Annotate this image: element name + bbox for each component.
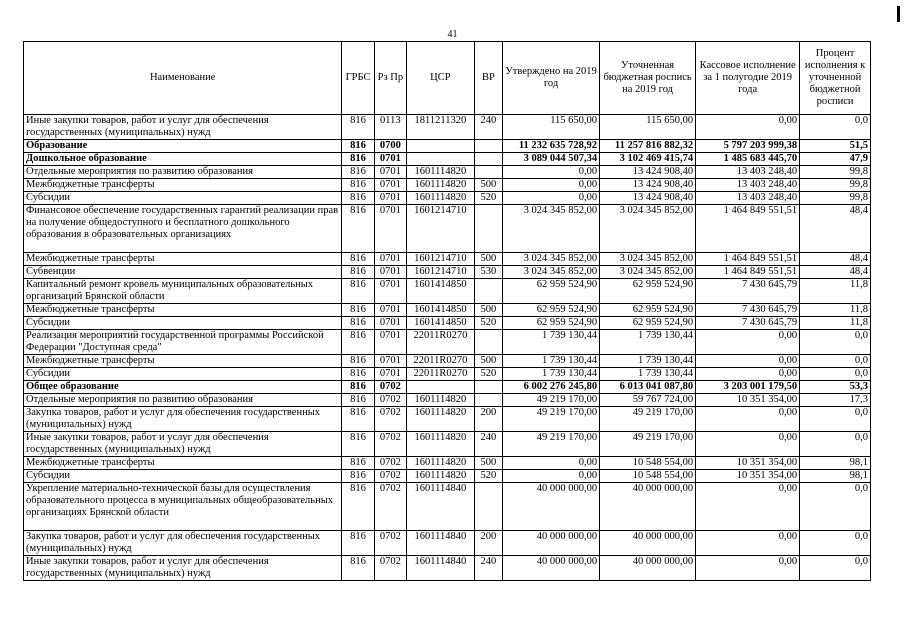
table-row <box>24 153 871 166</box>
cell-rzpr: 0702 <box>374 432 406 457</box>
cell-grbs: 816 <box>342 317 374 330</box>
cell-cash: 0,00 <box>696 355 800 368</box>
table-row <box>24 317 871 330</box>
cell-refined: 115 650,00 <box>600 115 696 140</box>
cell-name: Межбюджетные трансферты <box>24 355 342 368</box>
header-vr: ВР <box>474 42 502 115</box>
cell-approved: 3 024 345 852,00 <box>503 253 600 266</box>
cell-percent: 53,3 <box>800 381 871 394</box>
cell-name: Межбюджетные трансферты <box>24 179 342 192</box>
cell-refined: 1 739 130,44 <box>600 368 696 381</box>
cell-name: Капитальный ремонт кровель муниципальных образовательных организаций Брянской области <box>24 279 342 304</box>
cell-csr: 1601114820 <box>407 470 475 483</box>
table-body <box>24 115 871 581</box>
cell-name: Отдельные мероприятия по развитию образования <box>24 394 342 407</box>
header-percent: Процент исполнения к уточненной бюджетной росписи <box>800 42 871 115</box>
cell-rzpr: 0701 <box>374 368 406 381</box>
cell-rzpr: 0702 <box>374 381 406 394</box>
cell-vr <box>474 140 502 153</box>
cell-vr <box>474 205 502 253</box>
cell-name: Межбюджетные трансферты <box>24 457 342 470</box>
cell-csr: 1601114820 <box>407 457 475 470</box>
table-row <box>24 304 871 317</box>
cell-grbs: 816 <box>342 368 374 381</box>
cell-cash: 0,00 <box>696 483 800 531</box>
cell-approved: 115 650,00 <box>503 115 600 140</box>
cell-approved: 62 959 524,90 <box>503 304 600 317</box>
cell-grbs: 816 <box>342 355 374 368</box>
cell-grbs: 816 <box>342 166 374 179</box>
cell-name: Закупка товаров, работ и услуг для обеспечения государственных (муниципальных) нужд <box>24 407 342 432</box>
cell-name: Дошкольное образование <box>24 153 342 166</box>
cell-name: Субсидии <box>24 368 342 381</box>
cell-refined: 13 424 908,40 <box>600 192 696 205</box>
cell-grbs: 816 <box>342 330 374 355</box>
cell-cash: 0,00 <box>696 368 800 381</box>
cell-grbs: 816 <box>342 279 374 304</box>
cell-grbs: 816 <box>342 179 374 192</box>
cell-grbs: 816 <box>342 432 374 457</box>
cell-percent: 98,1 <box>800 470 871 483</box>
cell-approved: 0,00 <box>503 166 600 179</box>
cell-rzpr: 0702 <box>374 394 406 407</box>
cell-percent: 51,5 <box>800 140 871 153</box>
cell-vr <box>474 330 502 355</box>
cell-vr: 530 <box>474 266 502 279</box>
cell-csr: 1601214710 <box>407 266 475 279</box>
cell-percent: 99,8 <box>800 192 871 205</box>
cell-name: Отдельные мероприятия по развитию образования <box>24 166 342 179</box>
cell-refined: 3 024 345 852,00 <box>600 266 696 279</box>
cell-refined: 3 102 469 415,74 <box>600 153 696 166</box>
cell-grbs: 816 <box>342 483 374 531</box>
table-row <box>24 192 871 205</box>
cell-vr <box>474 381 502 394</box>
cell-rzpr: 0702 <box>374 407 406 432</box>
cell-csr: 1601114820 <box>407 432 475 457</box>
page-edge-mark <box>897 6 900 22</box>
cell-rzpr: 0701 <box>374 179 406 192</box>
cell-csr: 22011R0270 <box>407 368 475 381</box>
cell-percent: 99,8 <box>800 179 871 192</box>
cell-refined: 6 013 041 087,80 <box>600 381 696 394</box>
cell-refined: 1 739 130,44 <box>600 330 696 355</box>
cell-refined: 1 739 130,44 <box>600 355 696 368</box>
cell-csr: 1601114820 <box>407 394 475 407</box>
cell-approved: 40 000 000,00 <box>503 483 600 531</box>
cell-approved: 1 739 130,44 <box>503 355 600 368</box>
cell-percent: 0,0 <box>800 368 871 381</box>
cell-vr: 200 <box>474 531 502 556</box>
cell-approved: 0,00 <box>503 192 600 205</box>
cell-vr: 500 <box>474 253 502 266</box>
table-row <box>24 166 871 179</box>
cell-csr: 22011R0270 <box>407 355 475 368</box>
table-row <box>24 115 871 140</box>
cell-name: Закупка товаров, работ и услуг для обеспечения государственных (муниципальных) нужд <box>24 531 342 556</box>
cell-approved: 0,00 <box>503 470 600 483</box>
table-row <box>24 266 871 279</box>
cell-percent: 17,3 <box>800 394 871 407</box>
cell-cash: 13 403 248,40 <box>696 166 800 179</box>
cell-refined: 13 424 908,40 <box>600 166 696 179</box>
cell-rzpr: 0702 <box>374 556 406 581</box>
cell-approved: 49 219 170,00 <box>503 432 600 457</box>
cell-percent: 48,4 <box>800 253 871 266</box>
cell-percent: 11,8 <box>800 304 871 317</box>
header-grbs: ГРБС <box>342 42 374 115</box>
cell-name: Межбюджетные трансферты <box>24 304 342 317</box>
cell-refined: 11 257 816 882,32 <box>600 140 696 153</box>
cell-percent: 0,0 <box>800 330 871 355</box>
cell-percent: 0,0 <box>800 556 871 581</box>
cell-refined: 62 959 524,90 <box>600 317 696 330</box>
cell-rzpr: 0700 <box>374 140 406 153</box>
cell-percent: 11,8 <box>800 317 871 330</box>
table-row <box>24 556 871 581</box>
cell-approved: 6 002 276 245,80 <box>503 381 600 394</box>
cell-name: Субсидии <box>24 192 342 205</box>
cell-approved: 49 219 170,00 <box>503 407 600 432</box>
cell-cash: 1 464 849 551,51 <box>696 205 800 253</box>
cell-cash: 3 203 001 179,50 <box>696 381 800 394</box>
table-row <box>24 330 871 355</box>
cell-name: Укрепление материально-технической базы для осуществления образовательного процесса в муниципальных общеобразовательных организациях Брянской области <box>24 483 342 531</box>
cell-name: Иные закупки товаров, работ и услуг для обеспечения государственных (муниципальных) нужд <box>24 115 342 140</box>
page-number: 41 <box>447 29 458 40</box>
cell-rzpr: 0702 <box>374 531 406 556</box>
table-row <box>24 368 871 381</box>
cell-cash: 0,00 <box>696 115 800 140</box>
cell-percent: 98,1 <box>800 457 871 470</box>
cell-vr: 520 <box>474 192 502 205</box>
cell-cash: 7 430 645,79 <box>696 317 800 330</box>
table-row <box>24 432 871 457</box>
table-row <box>24 355 871 368</box>
cell-rzpr: 0701 <box>374 205 406 253</box>
cell-vr <box>474 394 502 407</box>
cell-name: Реализация мероприятий государственной программы Российской Федерации "Доступная среда" <box>24 330 342 355</box>
cell-vr: 500 <box>474 355 502 368</box>
cell-vr: 240 <box>474 115 502 140</box>
cell-refined: 40 000 000,00 <box>600 531 696 556</box>
cell-cash: 0,00 <box>696 531 800 556</box>
cell-name: Финансовое обеспечение государственных гарантий реализации прав на получение общедоступного и бесплатного дошкольного образования в образовательных организациях <box>24 205 342 253</box>
cell-refined: 40 000 000,00 <box>600 483 696 531</box>
cell-vr: 520 <box>474 317 502 330</box>
cell-csr: 1601114820 <box>407 166 475 179</box>
cell-cash: 5 797 203 999,38 <box>696 140 800 153</box>
cell-vr: 200 <box>474 407 502 432</box>
cell-name: Образование <box>24 140 342 153</box>
cell-rzpr: 0701 <box>374 304 406 317</box>
cell-cash: 1 464 849 551,51 <box>696 253 800 266</box>
cell-approved: 40 000 000,00 <box>503 556 600 581</box>
header-name: Наименование <box>24 42 342 115</box>
cell-percent: 11,8 <box>800 279 871 304</box>
cell-csr: 1601214710 <box>407 253 475 266</box>
cell-cash: 1 464 849 551,51 <box>696 266 800 279</box>
cell-rzpr: 0701 <box>374 317 406 330</box>
cell-rzpr: 0113 <box>374 115 406 140</box>
cell-approved: 3 089 044 507,34 <box>503 153 600 166</box>
cell-vr <box>474 166 502 179</box>
cell-csr: 1601114840 <box>407 483 475 531</box>
cell-refined: 13 424 908,40 <box>600 179 696 192</box>
cell-refined: 59 767 724,00 <box>600 394 696 407</box>
cell-name: Межбюджетные трансферты <box>24 253 342 266</box>
cell-name: Иные закупки товаров, работ и услуг для обеспечения государственных (муниципальных) нужд <box>24 556 342 581</box>
cell-approved: 0,00 <box>503 457 600 470</box>
cell-cash: 10 351 354,00 <box>696 457 800 470</box>
table-row <box>24 205 871 253</box>
cell-refined: 3 024 345 852,00 <box>600 205 696 253</box>
cell-csr: 1601114840 <box>407 556 475 581</box>
cell-refined: 3 024 345 852,00 <box>600 253 696 266</box>
cell-rzpr: 0701 <box>374 330 406 355</box>
cell-grbs: 816 <box>342 266 374 279</box>
table-row <box>24 407 871 432</box>
table-row <box>24 253 871 266</box>
cell-grbs: 816 <box>342 394 374 407</box>
cell-cash: 0,00 <box>696 407 800 432</box>
cell-percent: 0,0 <box>800 531 871 556</box>
cell-csr: 1601114840 <box>407 531 475 556</box>
cell-vr: 500 <box>474 304 502 317</box>
cell-name: Субсидии <box>24 470 342 483</box>
header-csr: ЦСР <box>407 42 475 115</box>
cell-approved: 1 739 130,44 <box>503 330 600 355</box>
cell-name: Общее образование <box>24 381 342 394</box>
table-row <box>24 179 871 192</box>
cell-vr: 500 <box>474 457 502 470</box>
cell-grbs: 816 <box>342 381 374 394</box>
cell-refined: 62 959 524,90 <box>600 304 696 317</box>
table-row <box>24 531 871 556</box>
cell-grbs: 816 <box>342 304 374 317</box>
cell-percent: 0,0 <box>800 432 871 457</box>
cell-percent: 48,4 <box>800 205 871 253</box>
table-row <box>24 140 871 153</box>
cell-vr <box>474 153 502 166</box>
cell-approved: 1 739 130,44 <box>503 368 600 381</box>
cell-csr: 1601114820 <box>407 407 475 432</box>
cell-rzpr: 0701 <box>374 279 406 304</box>
cell-grbs: 816 <box>342 556 374 581</box>
header-rzpr: Рз Пр <box>374 42 406 115</box>
cell-vr: 500 <box>474 179 502 192</box>
budget-execution-table <box>23 41 871 581</box>
cell-csr: 1601114820 <box>407 179 475 192</box>
cell-csr <box>407 140 475 153</box>
cell-grbs: 816 <box>342 531 374 556</box>
cell-cash: 7 430 645,79 <box>696 279 800 304</box>
cell-approved: 3 024 345 852,00 <box>503 266 600 279</box>
cell-rzpr: 0701 <box>374 153 406 166</box>
cell-refined: 40 000 000,00 <box>600 556 696 581</box>
cell-approved: 62 959 524,90 <box>503 279 600 304</box>
cell-csr <box>407 153 475 166</box>
cell-name: Иные закупки товаров, работ и услуг для обеспечения государственных (муниципальных) нужд <box>24 432 342 457</box>
cell-cash: 10 351 354,00 <box>696 470 800 483</box>
cell-cash: 13 403 248,40 <box>696 192 800 205</box>
cell-vr <box>474 279 502 304</box>
cell-approved: 3 024 345 852,00 <box>503 205 600 253</box>
cell-vr: 520 <box>474 470 502 483</box>
cell-grbs: 816 <box>342 470 374 483</box>
cell-vr: 520 <box>474 368 502 381</box>
cell-csr: 22011R0270 <box>407 330 475 355</box>
cell-grbs: 816 <box>342 253 374 266</box>
cell-rzpr: 0701 <box>374 253 406 266</box>
table-row <box>24 279 871 304</box>
cell-percent: 99,8 <box>800 166 871 179</box>
cell-csr: 1811211320 <box>407 115 475 140</box>
cell-percent: 0,0 <box>800 355 871 368</box>
cell-refined: 49 219 170,00 <box>600 407 696 432</box>
cell-csr <box>407 381 475 394</box>
cell-approved: 40 000 000,00 <box>503 531 600 556</box>
cell-percent: 0,0 <box>800 115 871 140</box>
cell-grbs: 816 <box>342 205 374 253</box>
cell-rzpr: 0701 <box>374 266 406 279</box>
cell-refined: 10 548 554,00 <box>600 470 696 483</box>
cell-name: Субсидии <box>24 317 342 330</box>
cell-approved: 0,00 <box>503 179 600 192</box>
cell-vr: 240 <box>474 556 502 581</box>
cell-percent: 47,9 <box>800 153 871 166</box>
cell-cash: 13 403 248,40 <box>696 179 800 192</box>
cell-grbs: 816 <box>342 140 374 153</box>
cell-cash: 1 485 683 445,70 <box>696 153 800 166</box>
cell-name: Субвенции <box>24 266 342 279</box>
cell-percent: 0,0 <box>800 483 871 531</box>
cell-csr: 1601114820 <box>407 192 475 205</box>
cell-cash: 0,00 <box>696 556 800 581</box>
table-row <box>24 457 871 470</box>
cell-rzpr: 0701 <box>374 166 406 179</box>
cell-approved: 49 219 170,00 <box>503 394 600 407</box>
cell-rzpr: 0701 <box>374 355 406 368</box>
table-row <box>24 394 871 407</box>
cell-rzpr: 0702 <box>374 483 406 531</box>
cell-grbs: 816 <box>342 457 374 470</box>
cell-cash: 0,00 <box>696 432 800 457</box>
cell-approved: 62 959 524,90 <box>503 317 600 330</box>
cell-csr: 1601414850 <box>407 304 475 317</box>
cell-rzpr: 0701 <box>374 192 406 205</box>
table-row <box>24 483 871 531</box>
cell-refined: 49 219 170,00 <box>600 432 696 457</box>
header-cash: Кассовое исполнение за 1 полугодие 2019 года <box>696 42 800 115</box>
cell-csr: 1601214710 <box>407 205 475 253</box>
cell-grbs: 816 <box>342 407 374 432</box>
cell-percent: 0,0 <box>800 407 871 432</box>
cell-csr: 1601414850 <box>407 279 475 304</box>
cell-vr <box>474 483 502 531</box>
cell-csr: 1601414850 <box>407 317 475 330</box>
cell-grbs: 816 <box>342 153 374 166</box>
cell-cash: 0,00 <box>696 330 800 355</box>
cell-refined: 10 548 554,00 <box>600 457 696 470</box>
table-row <box>24 381 871 394</box>
header-refined: Уточненная бюджетная роспись на 2019 год <box>600 42 696 115</box>
cell-cash: 10 351 354,00 <box>696 394 800 407</box>
cell-grbs: 816 <box>342 192 374 205</box>
cell-rzpr: 0702 <box>374 457 406 470</box>
table-header-row <box>24 42 871 115</box>
cell-grbs: 816 <box>342 115 374 140</box>
cell-rzpr: 0702 <box>374 470 406 483</box>
cell-cash: 7 430 645,79 <box>696 304 800 317</box>
table-row <box>24 470 871 483</box>
cell-refined: 62 959 524,90 <box>600 279 696 304</box>
cell-percent: 48,4 <box>800 266 871 279</box>
cell-approved: 11 232 635 728,92 <box>503 140 600 153</box>
header-approved: Утверждено на 2019 год <box>503 42 600 115</box>
cell-vr: 240 <box>474 432 502 457</box>
